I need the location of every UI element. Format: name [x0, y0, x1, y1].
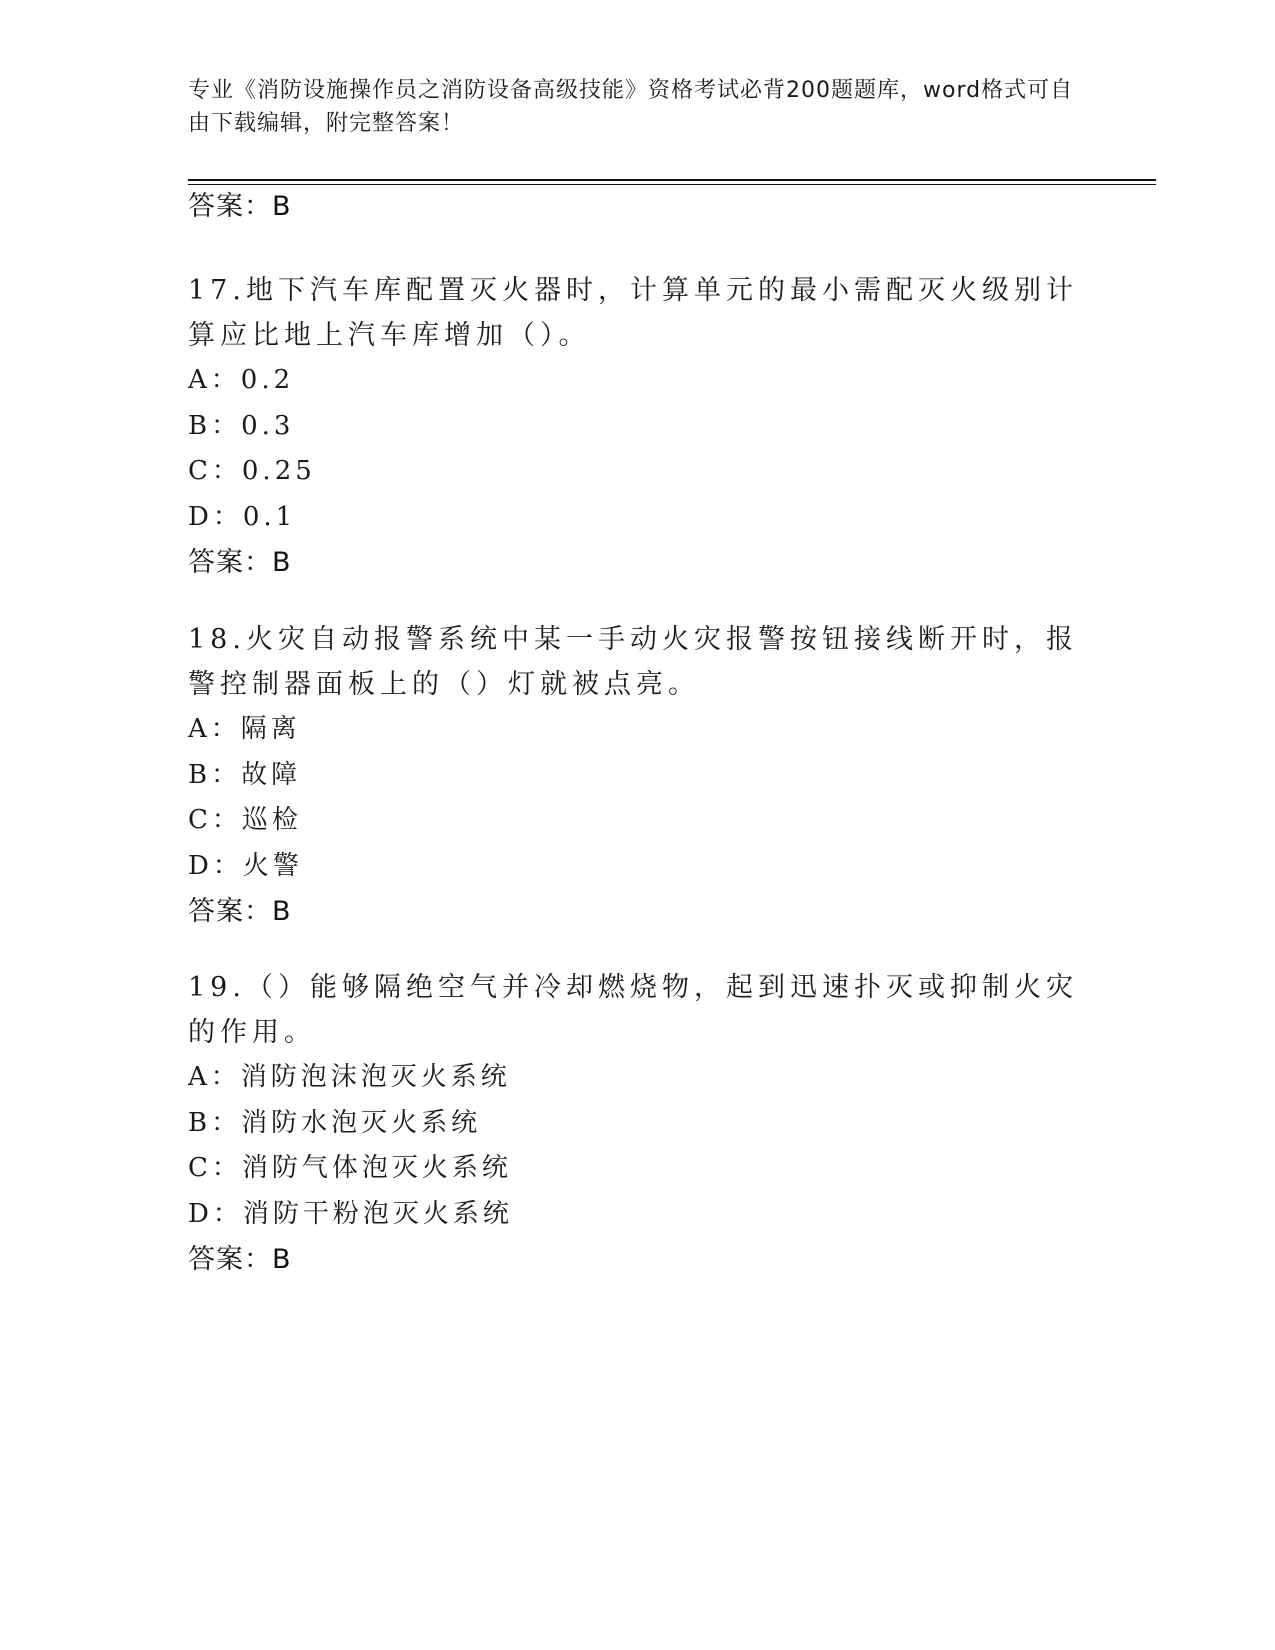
header-rule-thick: [188, 179, 1156, 181]
option-b: B：消防水泡灭火系统: [188, 1107, 482, 1138]
header-rule-thin: [188, 184, 1156, 185]
option-b: B：故障: [188, 759, 302, 790]
option-a: A：消防泡沫泡灭火系统: [188, 1062, 511, 1092]
option-d: D：0.1: [188, 501, 297, 532]
question-stem: 17.地下汽车库配置灭火器时，计算单元的最小需配灭火级别计算应比地上汽车库增加（）。: [188, 275, 1078, 351]
document-header: 专业《消防设施操作员之消防设备高级技能》资格考试必背200题题库，word格式可自由下载编辑，附完整答案！: [188, 78, 1074, 136]
option-c: C：巡检: [188, 805, 302, 835]
option-d: D：火警: [188, 850, 303, 881]
question-answer: 答案：B: [188, 1244, 292, 1275]
question-19: [188, 965, 1088, 1282]
option-b: B：0.3: [188, 410, 295, 441]
question-17: [188, 268, 1088, 585]
option-a: A：隔离: [188, 714, 301, 744]
question-answer: 答案：B: [188, 896, 292, 927]
question-stem: 19.（）能够隔绝空气并冷却燃烧物，起到迅速扑灭或抑制火灾的作用。: [188, 972, 1078, 1048]
option-a: A：0.2: [188, 365, 295, 395]
question-stem: 18.火灾自动报警系统中某一手动火灾报警按钮接线断开时，报警控制器面板上的（）灯就被点亮。: [188, 624, 1078, 700]
option-c: C：0.25: [188, 456, 316, 486]
option-d: D：消防干粉泡灭火系统: [188, 1198, 513, 1229]
previous-question-answer: 答案：B: [188, 191, 292, 222]
option-c: C：消防气体泡灭火系统: [188, 1153, 512, 1183]
question-18: [188, 617, 1088, 934]
question-answer: 答案：B: [188, 547, 292, 578]
